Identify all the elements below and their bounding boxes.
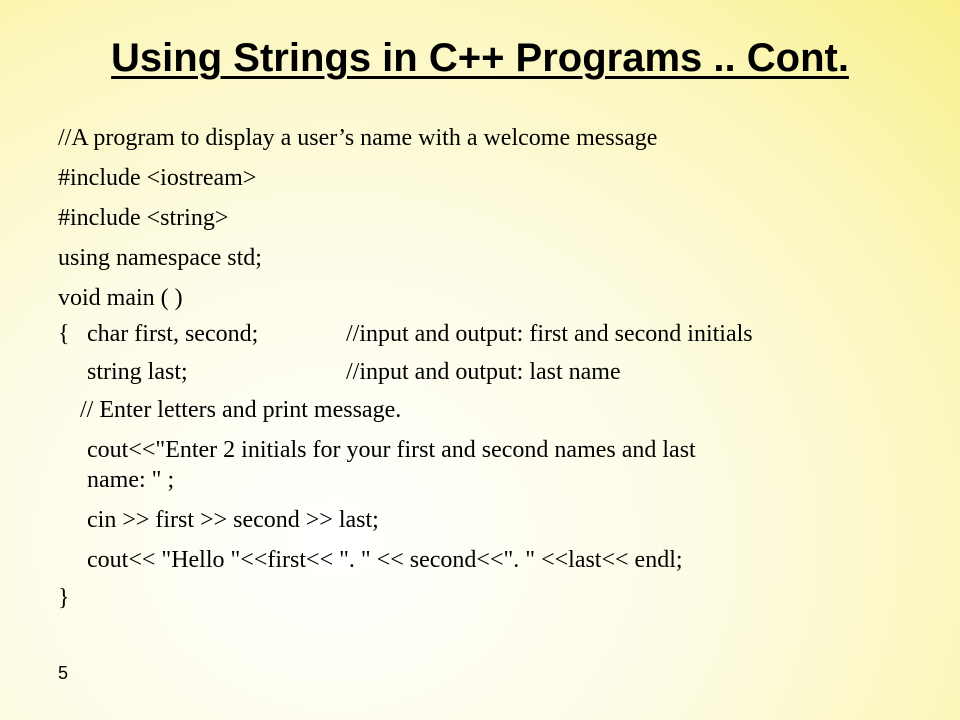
code-decl-string-comment: //input and output: last name <box>346 359 621 385</box>
slide-title: Using Strings in C++ Programs .. Cont. <box>111 36 849 80</box>
code-include-iostream: #include <iostream> <box>58 165 257 191</box>
code-decl-chars: char first, second; <box>87 321 259 347</box>
slide-number: 5 <box>58 663 69 683</box>
code-main-signature: void main ( ) <box>58 285 183 311</box>
code-cout-prompt-line2: name: " ; <box>87 467 175 493</box>
code-cout-prompt-line1: cout<<"Enter 2 initials for your first and second names and last <box>87 437 696 463</box>
code-cin-line: cin >> first >> second >> last; <box>87 507 379 533</box>
code-comment-line: //A program to display a user’s name with a welcome message <box>58 125 658 151</box>
code-include-string: #include <string> <box>58 205 229 231</box>
code-decl-string: string last; <box>87 359 188 385</box>
code-decl-chars-comment: //input and output: first and second initials <box>346 321 753 347</box>
code-using-namespace: using namespace std; <box>58 245 262 271</box>
code-open-brace: { <box>58 321 70 347</box>
code-close-brace: } <box>58 585 70 611</box>
code-cout-hello: cout<< "Hello "<<first<< ". " << second<<". " <<last<< endl; <box>87 547 683 573</box>
code-enter-comment: // Enter letters and print message. <box>80 397 402 423</box>
